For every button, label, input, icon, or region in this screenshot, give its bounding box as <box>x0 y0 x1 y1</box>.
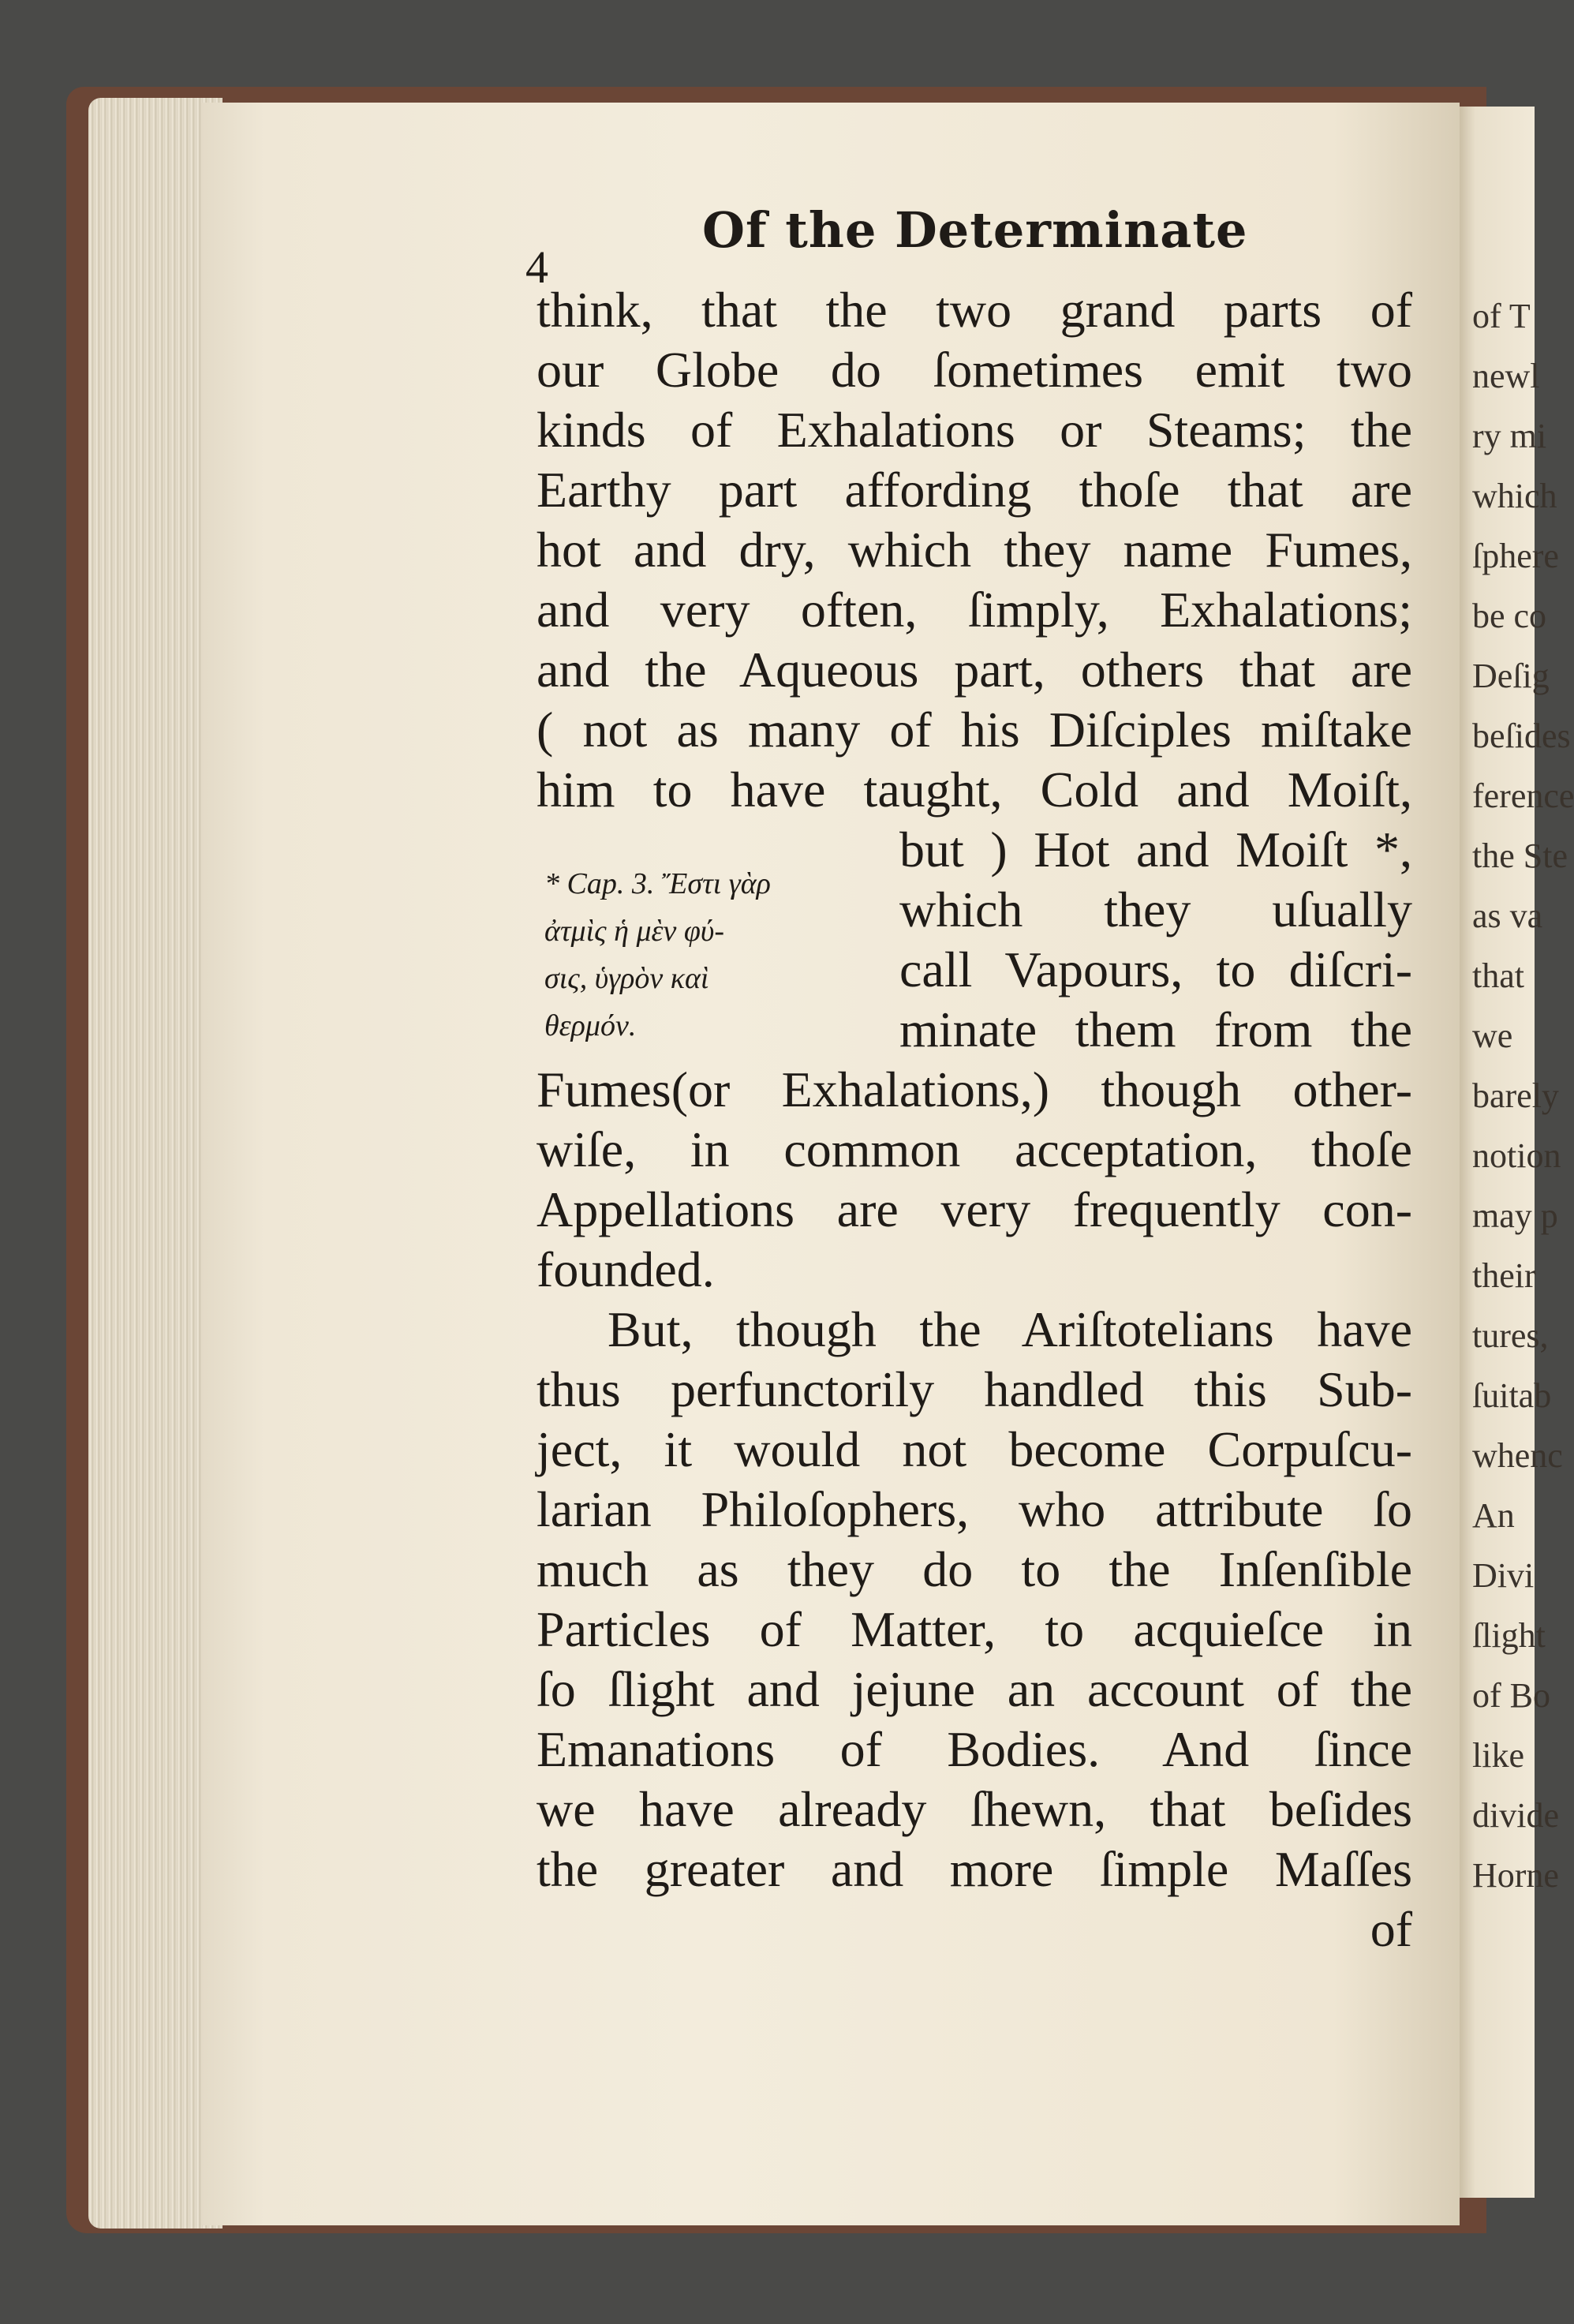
facing-page-fragment: as va <box>1472 896 1543 935</box>
text-line: ject, it would not become Corpuſcu- <box>537 1421 1412 1477</box>
facing-page-fragment: ry mi <box>1472 417 1547 455</box>
text-line: larian Philoſophers, who attribute ſo <box>537 1481 1412 1537</box>
text-line: Particles of Matter, to acquieſce in <box>537 1601 1412 1657</box>
facing-page-fragment: of T <box>1472 297 1531 335</box>
facing-page-fragment: be co <box>1472 597 1547 635</box>
facing-page-fragment: notion <box>1472 1136 1561 1175</box>
text-line: and the Aqueous part, others that are <box>537 642 1412 698</box>
facing-page-fragment: Horne <box>1472 1856 1559 1895</box>
facing-page-fragment: we <box>1472 1016 1513 1055</box>
facing-page-fragment: ſuitab <box>1472 1376 1552 1415</box>
text-line: which they uſually <box>899 881 1412 937</box>
facing-page-fragment: ſphere <box>1472 537 1559 575</box>
text-line: Emanations of Bodies. And ſince <box>537 1721 1412 1777</box>
facing-page-fragment: Deſig <box>1472 657 1550 695</box>
facing-page-fragment: beſides <box>1472 717 1571 755</box>
text-line: the greater and more ſimple Maſſes <box>537 1841 1412 1897</box>
facing-page-fragment: like <box>1472 1736 1524 1775</box>
margin-note-line: ἀτμὶς ἡ μὲν φύ- <box>544 915 724 948</box>
text-line: kinds of Exhalations or Steams; the <box>537 402 1412 458</box>
body-text <box>537 280 1412 1959</box>
facing-page-fragment: Divi <box>1472 1556 1535 1595</box>
facing-page-fragment: barely <box>1472 1076 1559 1115</box>
text-line: minate them from the <box>899 1001 1412 1057</box>
text-line: much as they do to the Inſenſible <box>537 1541 1412 1597</box>
facing-page-fragment: that <box>1472 956 1524 995</box>
text-line: founded. <box>537 1241 715 1297</box>
text-line: Fumes(or Exhalations,) though other- <box>537 1061 1412 1117</box>
text-line: our Globe do ſometimes emit two <box>537 342 1412 398</box>
text-line: wiſe, in common acceptation, thoſe <box>537 1121 1412 1177</box>
margin-note-line: θερμόν. <box>544 1009 637 1042</box>
text-line: and very often, ſimply, Exhalations; <box>537 582 1412 638</box>
text-line: Earthy part affording thoſe that are <box>537 462 1412 518</box>
text-line: hot and dry, which they name Fumes, <box>537 522 1412 578</box>
margin-note-line: * Cap. 3. Ἔστι γὰρ <box>544 867 771 900</box>
facing-page-fragment: which <box>1472 477 1557 515</box>
facing-page-fragment: newl <box>1472 357 1540 395</box>
facing-page-fragment: An <box>1472 1496 1515 1535</box>
facing-page-fragment: the Ste <box>1472 836 1568 875</box>
text-line: But, though the Ariſtotelians have <box>608 1301 1412 1357</box>
facing-page-fragment: of Bo <box>1472 1676 1550 1715</box>
page-number: 4 <box>525 241 549 293</box>
text-line: thus perfunctorily handled this Sub- <box>537 1361 1412 1417</box>
facing-page-fragment: tures, <box>1472 1316 1549 1355</box>
running-title: Of the Determinate <box>702 201 1248 259</box>
catchword: of <box>1370 1901 1412 1957</box>
margin-note <box>544 860 868 1050</box>
facing-page-fragment: ſlight <box>1472 1616 1546 1655</box>
facing-page-fragment: whenc <box>1472 1436 1563 1475</box>
facing-page-edge <box>1460 107 1574 2198</box>
text-line: we have already ſhewn, that beſides <box>537 1781 1412 1837</box>
text-line: him to have taught, Cold and Moiſt, <box>537 762 1412 818</box>
text-line: ( not as many of his Diſciples miſtake <box>537 702 1412 758</box>
facing-page-fragment: divide <box>1472 1796 1559 1835</box>
facing-page-fragment: their <box>1472 1256 1536 1295</box>
text-line: ſo ſlight and jejune an account of the <box>537 1661 1412 1717</box>
facing-page-fragment: ference <box>1472 777 1574 815</box>
facing-page-fragment: may p <box>1472 1196 1558 1235</box>
text-line: Appellations are very frequently con- <box>537 1181 1412 1237</box>
margin-note-line: σις, ὑγρὸν καὶ <box>544 962 709 995</box>
text-line: call Vapours, to diſcri- <box>899 941 1412 997</box>
text-line: think, that the two grand parts of <box>537 282 1412 338</box>
text-line: but ) Hot and Moiſt *, <box>899 821 1412 878</box>
